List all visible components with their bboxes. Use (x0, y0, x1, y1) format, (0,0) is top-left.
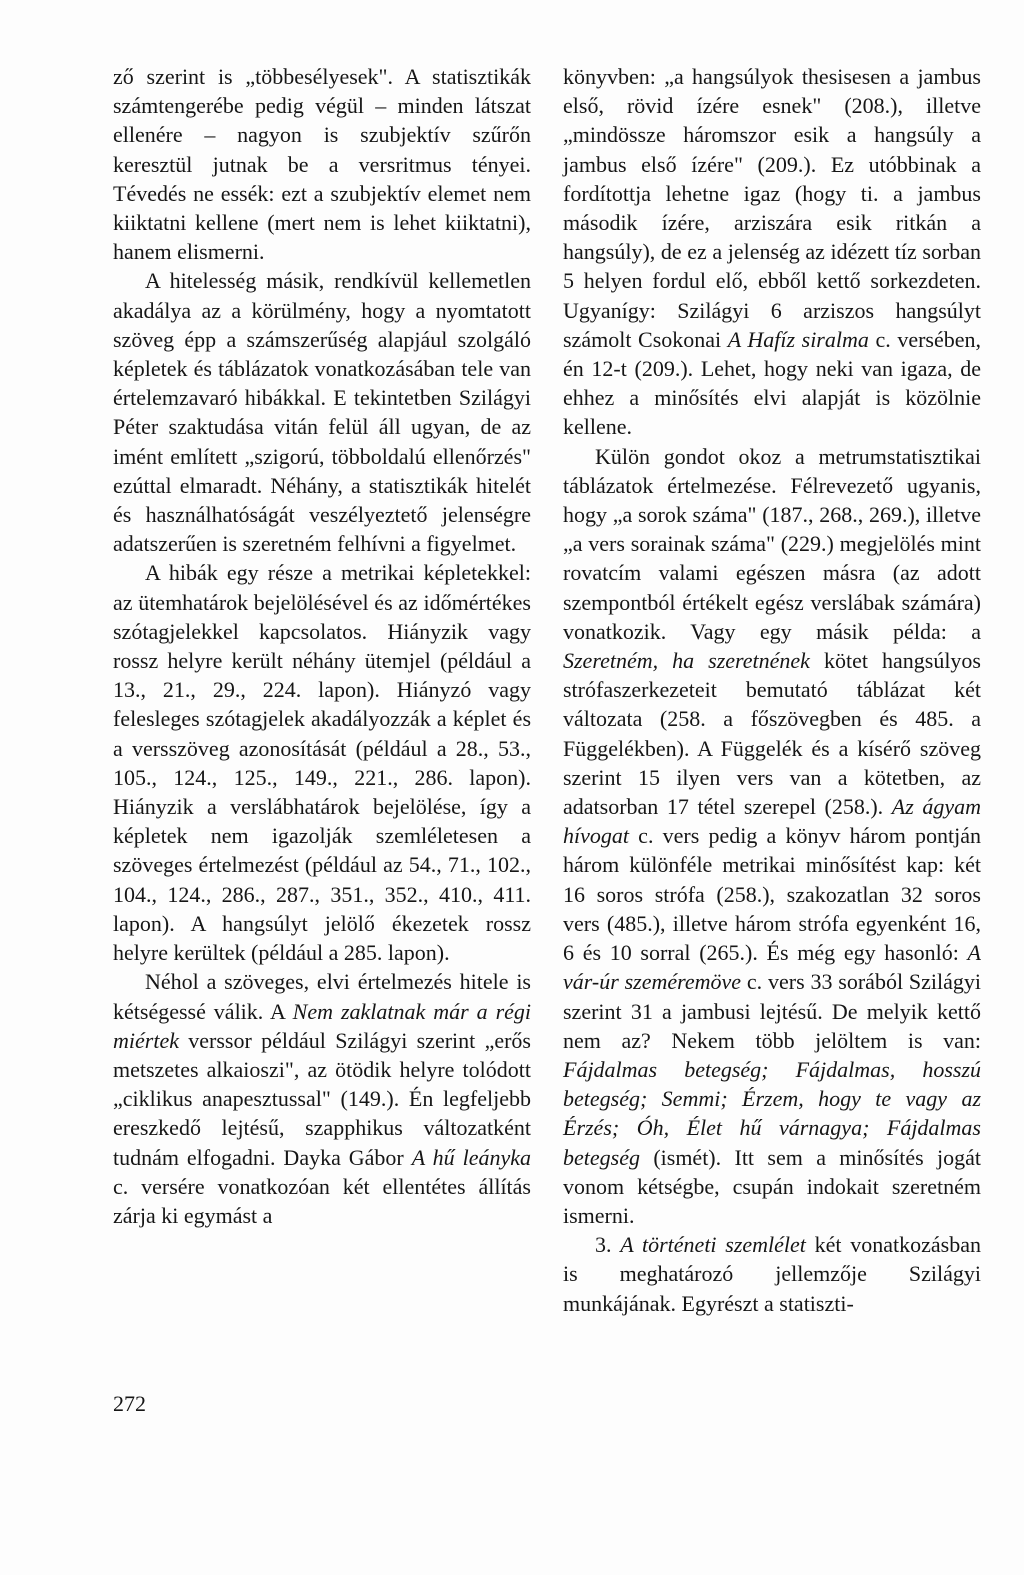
left-text-column (113, 62, 531, 1230)
paragraph: ző szerint is „többesélyesek". A statisztikák számtengerébe pedig végül – minden látszat ellenére – nagyon is szubjektív szűrőn keresztül jutnak be a versritmus tényei. Tévedés ne essék: ezt a szubjektív elemet nem kiiktatni kellene (mert nem is lehet kiiktatni), hanem elismerni. (113, 64, 531, 265)
text-run: két vonatkozásban is meghatározó jellemzője Szilágyi munkájának. Egyrészt a statiszti- (563, 1232, 981, 1316)
paragraph (113, 967, 531, 1230)
italic-title: Nem zaklatnak már a régi miértek (113, 998, 532, 1053)
text-run: verssor például Szilágyi szerint „erős metszetes alkaioszi", az ötödik helyre tolódott „ciklikus anapesztussal" (149.). Én legfeljebb ereszkedő lejtésű, szapphikus változatként tudnám elfogadni. Dayka Gábor (113, 1027, 531, 1170)
paragraph: A hitelesség másik, rendkívül kellemetlen akadálya az a körülmény, hogy a nyomtatott szöveg épp a számszerűség alapjául szolgáló képletek és táblázatok vonatkozásában tele van értelemzavaró hibákkal. E tekintetben Szilágyi Péter szaktudása vitán felül áll ugyan, de az imént említett „szigorú, többoldalú ellenőrzés" ezúttal elmaradt. Néhány, a statisztikák hitelét és használhatóságát veszélyeztető jelenségre adatszerűen is szeretném felhívni a figyelmet. (113, 268, 531, 557)
text-run: (ismét). Itt sem a minősítés jogát vonom kétségbe, csupán indokait szeretném ismerni. (563, 1144, 981, 1228)
paragraph (563, 1230, 981, 1318)
text-run: kötet hangsúlyos strófaszerkezeteit bemutató táblázat két változata (258. a főszövegben és 485. a Függelékben). A Függelék és a kísérő szöveg szerint 15 ilyen vers van a kötetben, az adatsorban 17 tétel szerepel (258.). (563, 648, 981, 820)
page-number: 272 (113, 1391, 146, 1416)
text-run: 3. (595, 1232, 621, 1258)
italic-title: A történeti szemlélet (620, 1232, 806, 1258)
paragraph: A hibák egy része a metrikai képletekkel: az ütemhatárok bejelölésével és az időmértékes szótagjelekkel kapcsolatos. Hiányzik vagy rossz helyre került néhány ütemjel (például a 13., 21., 29., 224. lapon). Hiányzó vagy felesleges szótagjelek akadályozzák a képlet és a versszöveg azonosítását (például a 28., 53., 105., 124., 125., 149., 221., 286. lapon). Hiányzik a verslábhatárok bejelölése, így a képletek nem igazolják szemléletesen a szöveges értelmezést (például az 54., 71., 102., 104., 124., 286., 287., 351., 352., 410., 411. lapon). A hangsúlyt jelölő ékezetek rossz helyre kerültek (például a 285. lapon). (113, 560, 531, 966)
italic-title: Szeretném, ha szeretnének (563, 648, 810, 674)
italic-title: Fájdalmas betegség; Fájdalmas, hosszú betegség; Semmi; Érzem, hogy te vagy az Érzés; Óh, Élet hű várnagya; Fájdalmas betegség (563, 1056, 981, 1170)
italic-title: A hű leányka (411, 1144, 531, 1170)
text-run: c. vers pedig a könyv három pontján három különféle metrikai minősítést kap: két 16 soros strófa (258.), szakozatlan 32 soros vers (485.), illetve három strófa egyenként 16, 6 és 10 sorral (265.). És még egy hasonló: (563, 823, 981, 966)
text-run: könyvben: „a hangsúlyok thesisesen a jambus első, rövid ízére esnek" (208.), illetve „mindössze háromszor esik a hangsúly a jambus első ízére" (209.). Ez utóbbinak a fordítottja lehetne igaz (hogy ti. a jambus második ízére, arziszára esik ritkán a hangsúly), de ez a jelenség az idézett tíz sorban 5 helyen fordul elő, ebből kettő sorkezdeten. Ugyanígy: Szilágyi 6 arziszos hangsúlyt számolt Csokonai (563, 64, 981, 352)
right-text-column (563, 62, 981, 1318)
italic-title: Az ágyam hívogat (563, 794, 981, 849)
text-run: Néhol a szöveges, elvi értelmezés hitele is kétségessé válik. A (113, 969, 531, 1024)
text-run: c. versében, én 12-t (209.). Lehet, hogy neki van igaza, de ehhez a minősítés elvi alapját is közölnie kellene. (563, 326, 982, 440)
paragraph (563, 442, 981, 1230)
italic-title: A vár-úr szeméremöve (563, 940, 981, 995)
italic-title: A Hafíz siralma (727, 326, 869, 352)
paragraph (563, 62, 981, 442)
text-run: c. vers 33 sorából Szilágyi szerint 31 a jambusi lejtésű. De melyik kettő nem az? Nekem több jelöltem is van: (563, 969, 981, 1053)
text-run: Külön gondot okoz a metrumstatisztikai táblázatok értelmezése. Félrevezető ugyanis, hogy „a sorok száma" (187., 268., 269.), illetve „a vers sorainak száma" (229.) megjelölés mint rovatcím valami egészen másra (az adott szempontból értékelt egész verslábak számára) vonatkozik. Vagy egy másik példa: a (563, 443, 981, 644)
text-run: c. versére vonatkozóan két ellentétes állítás zárja ki egymást a (113, 1173, 531, 1228)
